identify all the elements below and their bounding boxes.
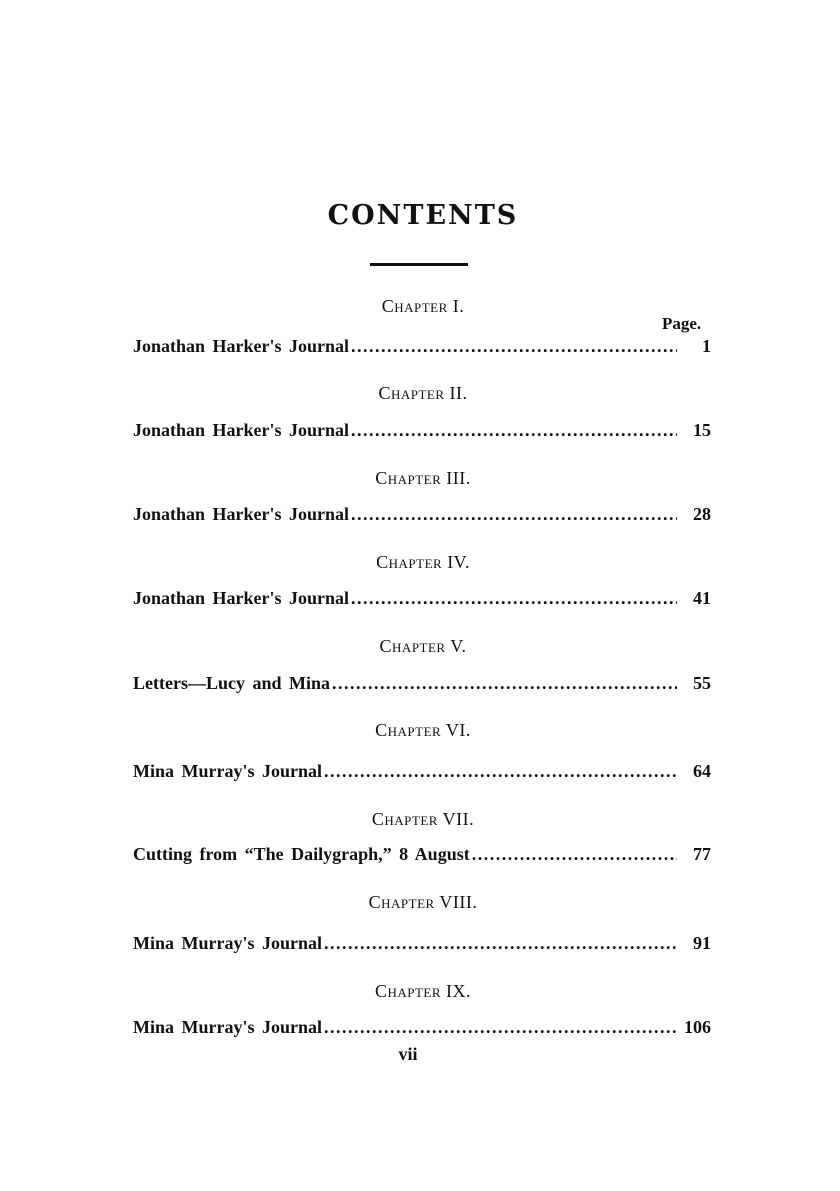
chapter-heading: Chapter VIII. bbox=[368, 892, 478, 912]
page-title: CONTENTS bbox=[327, 200, 519, 231]
toc-entry[interactable] bbox=[133, 1017, 711, 1039]
entry-page-number: 28 bbox=[693, 504, 711, 524]
dot-leader bbox=[324, 1017, 677, 1038]
chapter-heading: Chapter VII. bbox=[371, 809, 475, 829]
entry-title: Jonathan Harker's Journal bbox=[133, 588, 350, 608]
toc-entry[interactable] bbox=[133, 844, 711, 866]
title-rule bbox=[370, 263, 468, 266]
entry-page-number: 15 bbox=[693, 420, 711, 440]
entry-title: Cutting from “The Dailygraph,” 8 August bbox=[133, 844, 470, 864]
chapter-heading: Chapter I. bbox=[381, 296, 465, 316]
toc-entry[interactable] bbox=[133, 420, 711, 442]
dot-leader bbox=[351, 504, 677, 525]
dot-leader bbox=[351, 336, 677, 357]
dot-leader bbox=[472, 844, 677, 865]
entry-title: Jonathan Harker's Journal bbox=[133, 336, 350, 356]
dot-leader bbox=[351, 420, 677, 441]
toc-entry[interactable] bbox=[133, 933, 711, 955]
entry-page-number: 77 bbox=[693, 844, 711, 864]
entry-title: Mina Murray's Journal bbox=[133, 1017, 322, 1037]
toc-entry[interactable] bbox=[133, 504, 711, 526]
entry-page-number: 106 bbox=[684, 1017, 711, 1037]
entry-title: Mina Murray's Journal bbox=[133, 933, 322, 953]
entry-page-number: 64 bbox=[693, 761, 711, 781]
dot-leader bbox=[332, 673, 677, 694]
entry-page-number: 1 bbox=[702, 336, 711, 356]
page-folio: vii bbox=[398, 1044, 418, 1064]
toc-entry[interactable] bbox=[133, 673, 711, 695]
entry-page-number: 91 bbox=[693, 933, 711, 953]
entry-page-number: 41 bbox=[693, 588, 711, 608]
chapter-heading: Chapter IV. bbox=[376, 552, 470, 572]
chapter-heading: Chapter II. bbox=[378, 383, 468, 403]
page-column-header: Page. bbox=[662, 314, 702, 333]
entry-title: Letters—Lucy and Mina bbox=[133, 673, 330, 693]
chapter-heading: Chapter IX. bbox=[374, 981, 472, 1001]
toc-entry[interactable] bbox=[133, 588, 711, 610]
chapter-heading: Chapter III. bbox=[375, 468, 471, 488]
toc-entry[interactable] bbox=[133, 761, 711, 783]
dot-leader bbox=[351, 588, 677, 609]
entry-title: Jonathan Harker's Journal bbox=[133, 420, 350, 440]
chapter-heading: Chapter V. bbox=[379, 636, 467, 656]
toc-entry[interactable] bbox=[133, 336, 711, 358]
dot-leader bbox=[324, 761, 677, 782]
dot-leader bbox=[324, 933, 677, 954]
entry-page-number: 55 bbox=[693, 673, 711, 693]
entry-title: Jonathan Harker's Journal bbox=[133, 504, 350, 524]
entry-title: Mina Murray's Journal bbox=[133, 761, 322, 781]
chapter-heading: Chapter VI. bbox=[375, 720, 471, 740]
